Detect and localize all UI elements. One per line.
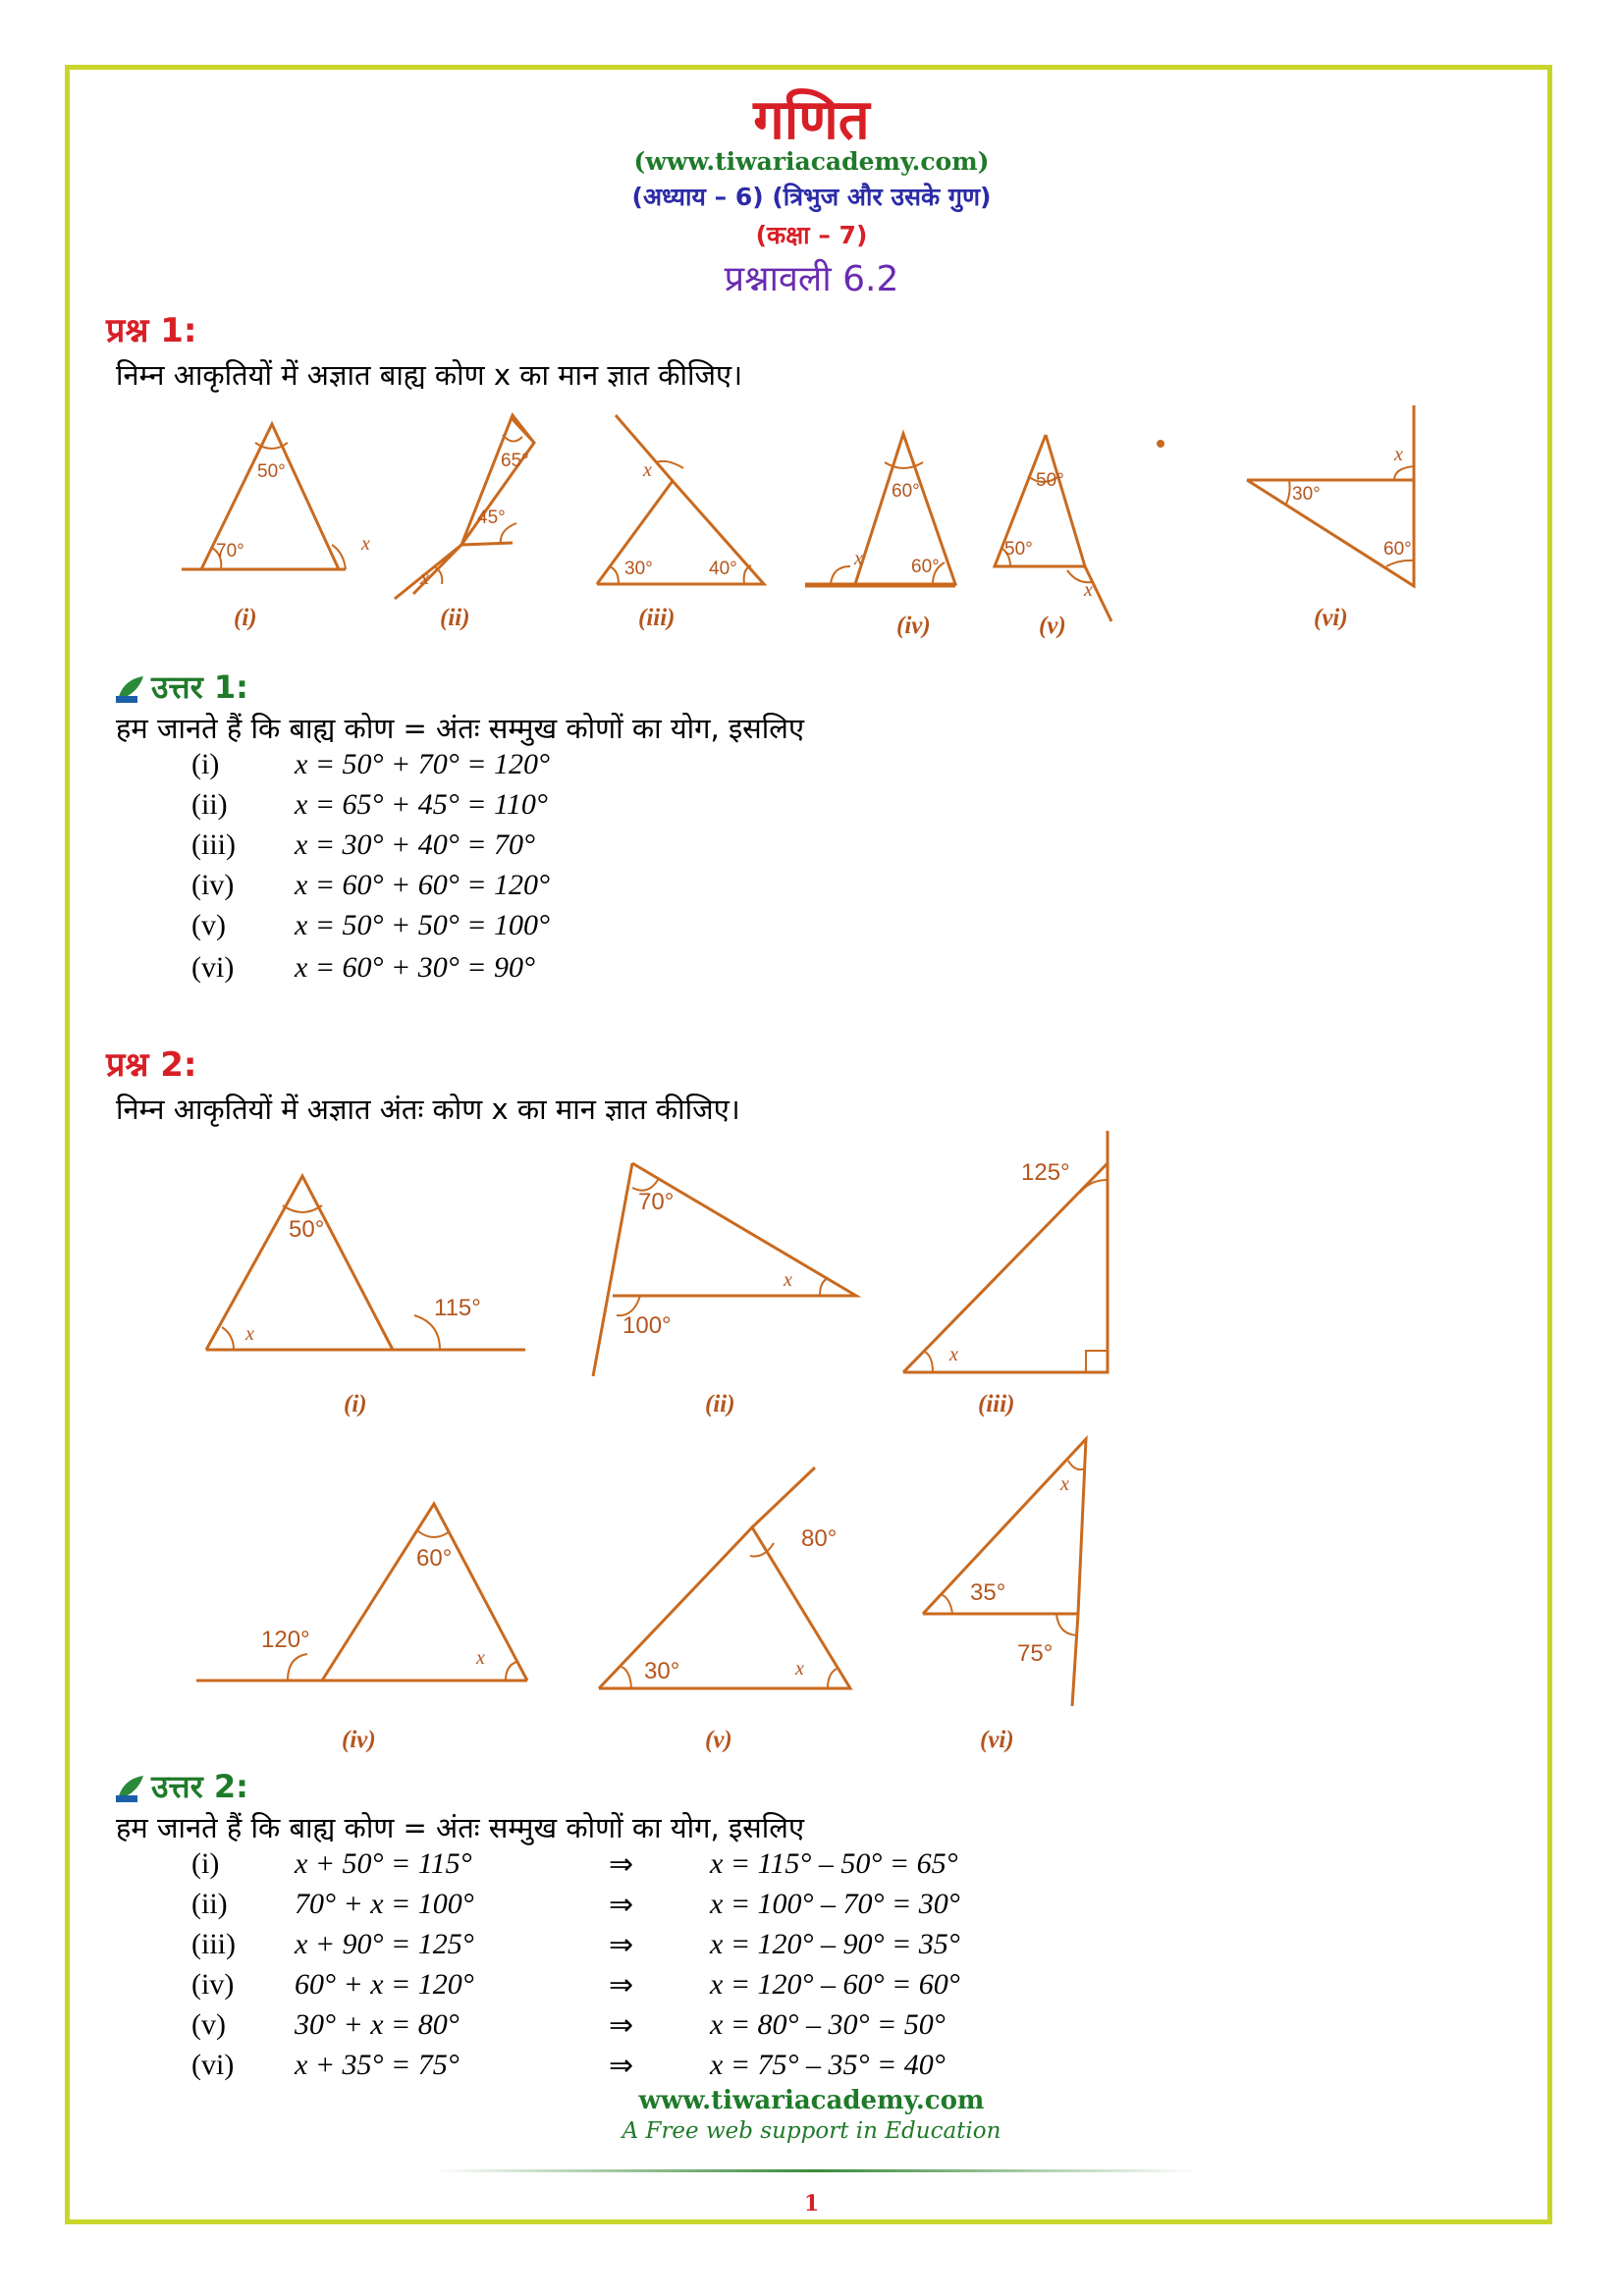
q2-figure-label-vi: (vi) — [980, 1727, 1014, 1753]
q2-text: निम्न आकृतियों में अज्ञात अंतः कोण x का मान ज्ञात कीजिए। — [116, 1093, 740, 1126]
q1vi-x: x — [1394, 444, 1403, 465]
q2-figure-label-i: (i) — [344, 1391, 367, 1417]
q1i-angle-2: 70° — [216, 541, 244, 561]
a2-row-result: x = 100° – 70° = 30° — [710, 1888, 960, 1920]
q1-figure-label-vi: (vi) — [1314, 605, 1348, 631]
q1-figure-vi — [1247, 405, 1414, 631]
q1i-angle-1: 50° — [257, 461, 286, 482]
q2-figure-v — [599, 1468, 850, 1753]
q2-figure-label-iv: (iv) — [342, 1727, 376, 1753]
q2iv-angle-1: 60° — [416, 1545, 453, 1572]
q1v-angle-2: 50° — [1004, 539, 1033, 560]
q2v-x: x — [795, 1658, 804, 1680]
q1iii-angle-1: 30° — [624, 559, 653, 579]
q1-figure-label-ii: (ii) — [440, 605, 470, 631]
a1-row-num: (ii) — [191, 788, 228, 821]
page-title: गणित — [753, 88, 870, 152]
a1-intro: हम जानते हैं कि बाह्य कोण = अंतः सम्मुख कोणों का योग, इसलिए — [116, 712, 804, 745]
q1-figure-iv — [805, 434, 955, 639]
q1ii-angle-2: 45° — [477, 507, 506, 528]
q2-figure-vi — [923, 1439, 1086, 1753]
a1-heading-wrap — [114, 666, 248, 708]
q1-figure-ii — [395, 415, 534, 631]
a2-row-eq: 70° + x = 100° — [295, 1888, 474, 1920]
q2i-angle-1: 50° — [289, 1216, 325, 1243]
a1-row-num: (v) — [191, 909, 226, 941]
q1iii-angle-2: 40° — [709, 559, 737, 579]
q1vi-angle-2: 60° — [1383, 539, 1412, 560]
a2-row-eq: x + 50° = 115° — [295, 1847, 472, 1880]
a1-row-eq: x = 60° + 30° = 90° — [295, 951, 536, 984]
a2-intro: हम जानते हैं कि बाह्य कोण = अंतः सम्मुख कोणों का योग, इसलिए — [116, 1811, 804, 1844]
q2vi-angle-2: 75° — [1017, 1640, 1054, 1667]
q1-figure-iii — [597, 415, 764, 631]
q1-figure-label-iv: (iv) — [896, 613, 931, 639]
footer-divider — [432, 2167, 1198, 2175]
q1iv-x: x — [854, 548, 863, 569]
a2-row-num: (ii) — [191, 1888, 228, 1920]
a2-row-num: (v) — [191, 2008, 226, 2041]
q1ii-angle-1: 65° — [501, 451, 529, 471]
implies-arrow: ⇒ — [609, 2009, 634, 2042]
a1-heading: उत्तर 1: — [151, 668, 248, 706]
a1-row-num: (vi) — [191, 951, 235, 984]
a1-row-eq: x = 60° + 60° = 120° — [295, 869, 551, 901]
q2-figure-label-ii: (ii) — [705, 1391, 735, 1417]
q1-figure-i — [182, 424, 370, 631]
a1-row-eq: x = 50° + 50° = 100° — [295, 909, 551, 941]
q1-figures — [128, 398, 1443, 643]
header-site: (www.tiwariacademy.com) — [633, 147, 990, 176]
a2-row-result: x = 115° – 50° = 65° — [710, 1847, 958, 1880]
implies-arrow: ⇒ — [609, 1889, 634, 1921]
q2-figure-iv — [196, 1504, 527, 1753]
class-label: (कक्षा – 7) — [755, 221, 868, 249]
exercise-title: प्रश्नावली 6.2 — [724, 259, 899, 299]
q2v-angle-1: 80° — [801, 1525, 838, 1552]
a2-row-result: x = 120° – 90° = 35° — [710, 1928, 960, 1960]
a2-row-num: (i) — [191, 1847, 220, 1880]
a1-row-eq: x = 65° + 45° = 110° — [295, 788, 548, 821]
a1-row-num: (iii) — [191, 828, 236, 861]
q2v-angle-2: 30° — [644, 1658, 680, 1684]
implies-arrow: ⇒ — [609, 1929, 634, 1961]
q2ii-angle-2: 100° — [622, 1312, 672, 1339]
a2-row-num: (iv) — [191, 1968, 235, 2001]
q2ii-angle-1: 70° — [638, 1189, 675, 1215]
q1-text: निम्न आकृतियों में अज्ञात बाह्य कोण x का मान ज्ञात कीजिए। — [116, 358, 743, 392]
q1i-x: x — [361, 533, 370, 555]
chapter-title: (अध्याय – 6) (त्रिभुज और उसके गुण) — [631, 183, 992, 211]
q1vi-angle-1: 30° — [1292, 484, 1321, 505]
q1-figure-label-v: (v) — [1039, 613, 1066, 639]
q1v-x: x — [1084, 579, 1093, 601]
q1v-angle-1: 50° — [1036, 470, 1064, 491]
q2i-angle-2: 115° — [434, 1295, 481, 1321]
a2-row-eq: x + 90° = 125° — [295, 1928, 474, 1960]
a1-row-num: (iv) — [191, 869, 235, 901]
tiwari-leaf-icon — [114, 1774, 145, 1803]
a2-row-result: x = 80° – 30° = 50° — [710, 2008, 946, 2041]
q2ii-x: x — [784, 1269, 792, 1291]
footer-tagline: A Free web support in Education — [622, 2118, 1001, 2144]
q1-figure-label-i: (i) — [234, 605, 257, 631]
q1-heading: प्रश्न 1: — [106, 311, 197, 350]
implies-arrow: ⇒ — [609, 2050, 634, 2082]
q2iv-angle-2: 120° — [261, 1627, 310, 1653]
q2iii-angle-1: 125° — [1021, 1159, 1070, 1186]
q2vi-x: x — [1060, 1473, 1069, 1495]
a2-row-eq: 60° + x = 120° — [295, 1968, 474, 2001]
a2-row-result: x = 75° – 35° = 40° — [710, 2049, 946, 2081]
footer-site: www.tiwariacademy.com — [638, 2086, 985, 2115]
a1-row-eq: x = 30° + 40° = 70° — [295, 828, 536, 861]
q1iv-angle-1: 60° — [892, 481, 920, 502]
tiwari-leaf-icon — [114, 674, 145, 704]
a2-row-num: (vi) — [191, 2049, 235, 2081]
q2-figure-label-v: (v) — [705, 1727, 732, 1753]
q2-figures — [177, 1119, 1159, 1767]
implies-arrow: ⇒ — [609, 1969, 634, 2002]
a2-heading-wrap — [114, 1765, 248, 1807]
implies-arrow: ⇒ — [609, 1848, 634, 1881]
q1-figure-v — [995, 435, 1164, 639]
q2iii-x: x — [949, 1344, 958, 1365]
q2-figure-ii — [593, 1163, 856, 1417]
a2-row-num: (iii) — [191, 1928, 236, 1960]
q1iii-x: x — [643, 459, 652, 481]
q1-figure-label-iii: (iii) — [638, 605, 676, 631]
page-number: 1 — [803, 2191, 820, 2216]
q2-figure-label-iii: (iii) — [978, 1391, 1015, 1417]
q2-figure-iii — [903, 1131, 1108, 1417]
a2-row-eq: x + 35° = 75° — [295, 2049, 460, 2081]
q2i-x: x — [245, 1323, 254, 1345]
q2iv-x: x — [476, 1647, 485, 1669]
a2-row-eq: 30° + x = 80° — [295, 2008, 460, 2041]
q2-heading: प्रश्न 2: — [106, 1045, 197, 1085]
a1-row-num: (i) — [191, 748, 220, 780]
a2-row-result: x = 120° – 60° = 60° — [710, 1968, 960, 2001]
q2-figure-i — [206, 1176, 525, 1417]
a2-heading: उत्तर 2: — [151, 1768, 248, 1805]
q2vi-angle-1: 35° — [970, 1579, 1006, 1606]
q1iv-angle-2: 60° — [911, 557, 940, 577]
a1-row-eq: x = 50° + 70° = 120° — [295, 748, 551, 780]
q1ii-x: x — [420, 567, 429, 589]
